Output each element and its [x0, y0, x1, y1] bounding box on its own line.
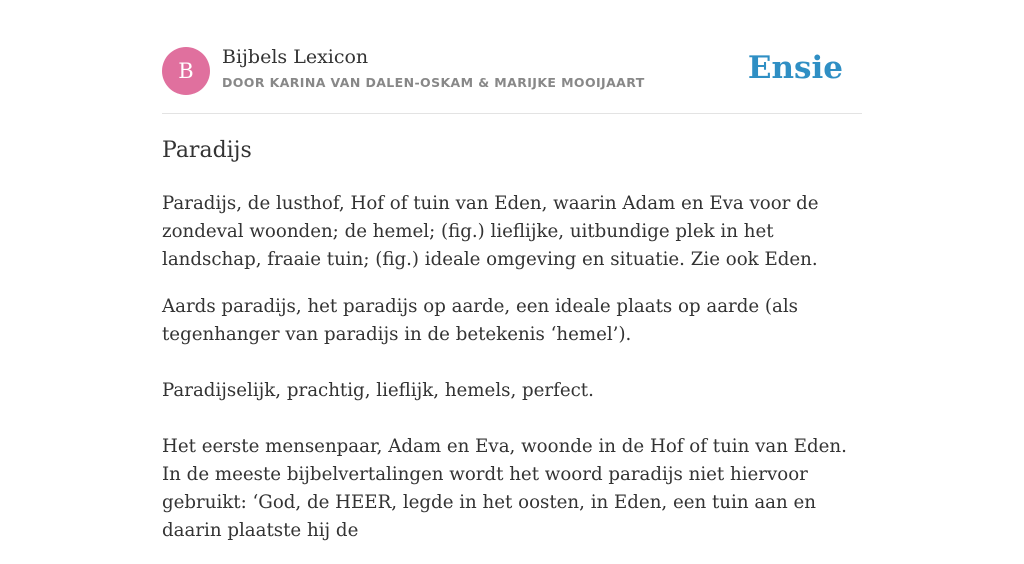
article-body [162, 190, 867, 564]
definition-paragraph: Paradijselijk, prachtig, lieflijk, hemels, perfect. [162, 380, 594, 401]
source-header [162, 46, 862, 113]
definition-paragraph: Aards paradijs, het paradijs op aarde, een ideale plaats op aarde (als tegenhanger van paradijs in de betekenis ‘hemel’). [162, 296, 799, 345]
ensie-logo[interactable]: Ensie [747, 50, 843, 86]
source-avatar[interactable]: B [162, 47, 210, 95]
source-title[interactable]: Bijbels Lexicon [222, 46, 369, 68]
article-term: Paradijs [162, 138, 252, 163]
header-divider [162, 113, 862, 114]
definition-paragraph: Het eerste mensenpaar, Adam en Eva, woonde in de Hof of tuin van Eden. In de meeste bijbelvertalingen wordt het woord paradijs niet hiervoor gebruikt: ‘God, de HEER, legde in het oosten, in Eden, een tuin aan en daarin plaatste hij de [162, 436, 847, 541]
source-authors: DOOR KARINA VAN DALEN-OSKAM & MARIJKE MOOIJAART [222, 75, 645, 90]
definition-paragraph: Paradijs, de lusthof, Hof of tuin van Eden, waarin Adam en Eva voor de zondeval woonden; de hemel; (fig.) lieflijke, uitbundige plek in het landschap, fraaie tuin; (fig.) ideale omgeving en situatie. Zie ook Eden. [162, 193, 819, 270]
